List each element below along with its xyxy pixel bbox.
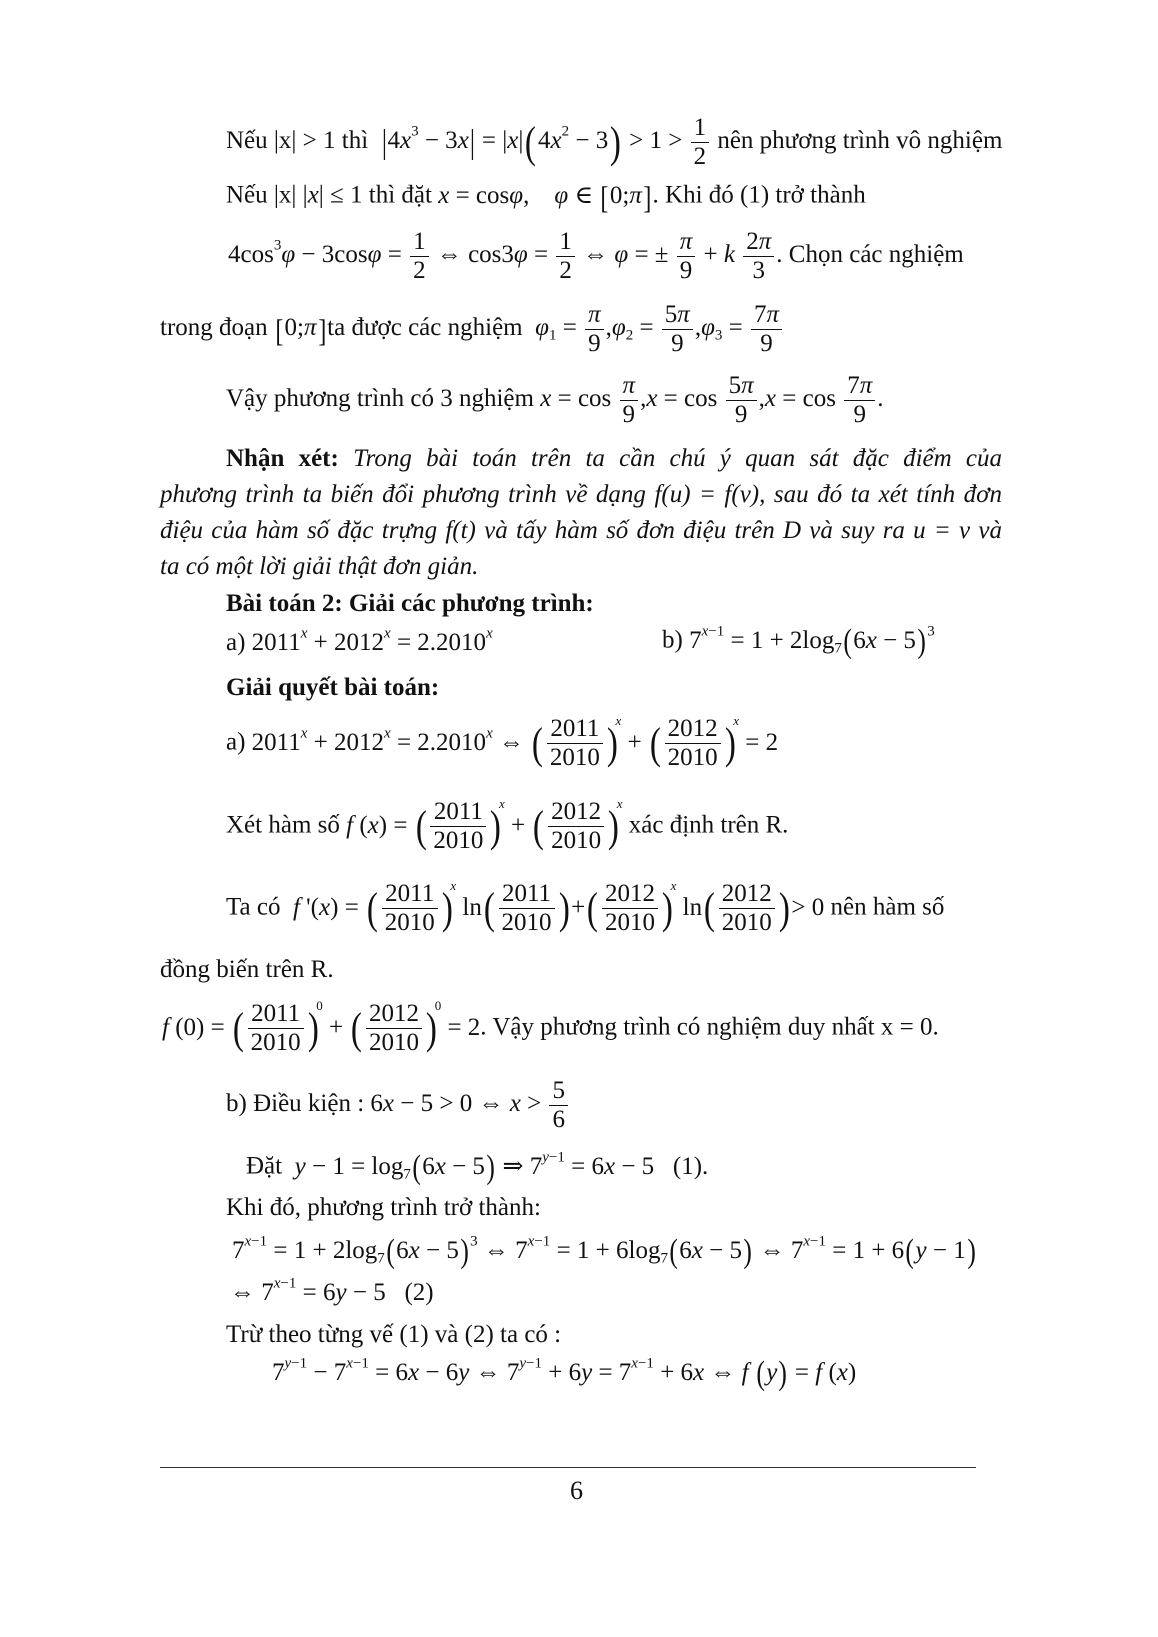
f0-line xyxy=(162,999,939,1057)
line-2 xyxy=(226,181,866,213)
consider-function xyxy=(226,797,788,855)
math-eq-a-transform: $2011^x + 2012^x = 2.2010^x$ ⇔ ( $\frac{2011}{2010}$ )$^x$ + ( $\frac{2012}{2010}$ )$^x$ = 2 xyxy=(251,713,779,772)
math-abs-cubic: $|4x^3 - 3x| = |x|(4x^2 - 3) > 1$ > $\frac{1}{2}$ xyxy=(374,127,711,154)
eq2-line xyxy=(230,1275,434,1306)
line-2-tail: . Khi đó (1) trở thành xyxy=(652,181,866,209)
remark-label: Nhận xét: xyxy=(226,445,339,472)
condition-line xyxy=(226,1077,570,1134)
subtract-text: Trừ theo từng vế (1) và (2) ta có : xyxy=(226,1321,562,1348)
then-text: Khi đó, phương trình trở thành: xyxy=(226,1194,541,1221)
line-4-mid: ta được các nghiệm xyxy=(327,314,523,342)
math-phi-solutions: $\varphi_1$ = $\frac{\pi}{9}$ $,\varphi_2$ = $\frac{5\pi}{9}$ $,\varphi_3$ = $\frac{7\pi}{9}$ xyxy=(529,314,784,341)
math-transform: $7^{x-1} = 1 + 2\log_7(6x - 5)^3$ ⇔ $7^{x-1} = 1 + 6\log_7(6x - 5)$ ⇔ $7^{x-1} = 1 + 6(y - 1)$ xyxy=(232,1232,976,1270)
page-number: 6 xyxy=(570,1476,583,1505)
line-5-text: Vậy phương trình có 3 nghiệm xyxy=(226,385,534,413)
problem-2-part-b xyxy=(662,622,935,660)
solve-title-text: Giải quyết bài toán: xyxy=(226,674,440,701)
part-a-label: a) xyxy=(226,629,246,656)
increasing-text: đồng biến trên R. xyxy=(160,956,334,983)
line-3 xyxy=(228,228,964,285)
line-1-tail: nên phương trình vô nghiệm xyxy=(717,127,1003,155)
remark-text-2: phương trình ta biến đổi phương trình về dạng f(u) = f(v), sau đó ta xét tính đơn xyxy=(160,481,1002,508)
remark-text-1: Trong bài toán trên ta cần chú ý quan sát đặc điểm của xyxy=(353,445,1003,472)
transform-line xyxy=(232,1232,977,1270)
then-line xyxy=(226,1195,541,1220)
remark-line-1 xyxy=(160,446,1002,471)
consider-text: Xét hàm số xyxy=(226,811,340,839)
final-eq-line xyxy=(272,1354,857,1392)
math-eq-b: $7^{x-1} = 1 + 2\log_7(6x - 5)^3$ xyxy=(689,622,935,660)
f0-tail: . Vậy phương trình có nghiệm duy nhất x = 0. xyxy=(480,1013,939,1041)
math-eq2: ⇔ $7^{x-1} = 6y - 5$ (2) xyxy=(230,1275,434,1306)
derivative-line xyxy=(226,879,944,937)
solve-title xyxy=(226,675,439,700)
line-2-then: thì đặt xyxy=(368,181,432,209)
we-have-text: Ta có xyxy=(226,893,281,921)
line-3-tail: . Chọn các nghiệm xyxy=(776,241,964,269)
solution-a-step1 xyxy=(226,714,778,772)
math-eq-a: $2011^x + 2012^x = 2.2010^x$ xyxy=(251,625,493,656)
math-condition: 6x − 5 > 0 ⇔ x > $\frac{5}{6}$ xyxy=(370,1090,570,1117)
math-f0: f (0) = ( $\frac{2011}{2010}$ )$^0$ + ( $\frac{2012}{2010}$ )$^0$ = 2 xyxy=(162,998,481,1057)
part-a-label-2: a) xyxy=(226,728,246,756)
remark-text-4: ta có một lời giải thật đơn giản. xyxy=(160,553,479,580)
math-x-solutions: x = cos $\frac{\pi}{9}$ ,x = cos $\frac{5\pi}{9}$ ,x = cos $\frac{7\pi}{9}$ . xyxy=(540,372,884,428)
set-text: Đặt xyxy=(246,1152,283,1180)
part-b-label: b) xyxy=(662,626,683,654)
math-interval: [0;π] xyxy=(275,311,326,348)
math-final: $7^{y-1} - 7^{x-1} = 6x - 6y$ ⇔ $7^{y-1} + 6y = 7^{x-1} + 6x$ ⇔ f (y) = f (x) xyxy=(272,1354,857,1392)
line-1 xyxy=(226,114,1002,171)
line-1-text: Nếu |x| > 1 thì xyxy=(226,127,369,155)
condition-text: b) Điều kiện : xyxy=(226,1090,365,1118)
remark-text-3: điệu của hàm số đặc trựng f(t) và tấy hàm số đơn điệu trên D và suy ra u = v và xyxy=(160,517,1002,544)
deriv-tail: nên hàm số xyxy=(830,893,945,921)
remark-line-4 xyxy=(160,554,478,579)
set-line xyxy=(246,1148,709,1186)
line-4 xyxy=(160,301,784,358)
math-derivative: f '(x) = ( $\frac{2011}{2010}$ )$^x$ ln( $\frac{2011}{2010}$ )+( $\frac{2012}{2010}$ )$^x$ ln( $\frac{2012}{2010}$ )> 0 xyxy=(292,878,825,937)
math-triple-angle: $4\cos^3\varphi - 3\cos\varphi$ = $\frac{1}{2}$ ⇔ cos3φ = $\frac{1}{2}$ ⇔ φ = ± $\frac{\pi}{9}$ + k $\frac{2\pi}{3}$ xyxy=(228,241,776,268)
math-f-def: f (x) = ( $\frac{2011}{2010}$ )$^x$ + ( $\frac{2012}{2010}$ )$^x$ xyxy=(346,796,623,855)
line-5 xyxy=(226,372,883,429)
remark-line-2 xyxy=(160,482,1002,507)
subtract-line xyxy=(226,1322,561,1347)
math-substitution: x = cosφ, φ ∈ [0;π] xyxy=(438,179,652,215)
domain-note: xác định trên R. xyxy=(628,811,789,839)
math-abs-le1: |x| ≤ 1 xyxy=(302,181,363,209)
remark-line-3 xyxy=(160,518,1002,543)
footer-rule xyxy=(160,1467,976,1468)
problem-2-title-text: Bài toán 2: Giải các phương trình: xyxy=(226,590,594,617)
math-set: $y - 1 = \log_7(6x - 5)$ ⇒ $7^{y-1} = 6x - 5$ (1). xyxy=(294,1148,709,1186)
line-2-text: Nếu |x| xyxy=(226,181,297,209)
line-4-text: trong đoạn xyxy=(160,314,268,342)
increasing-line xyxy=(160,957,334,982)
problem-2-part-a xyxy=(226,625,493,656)
problem-2-title xyxy=(226,591,594,616)
